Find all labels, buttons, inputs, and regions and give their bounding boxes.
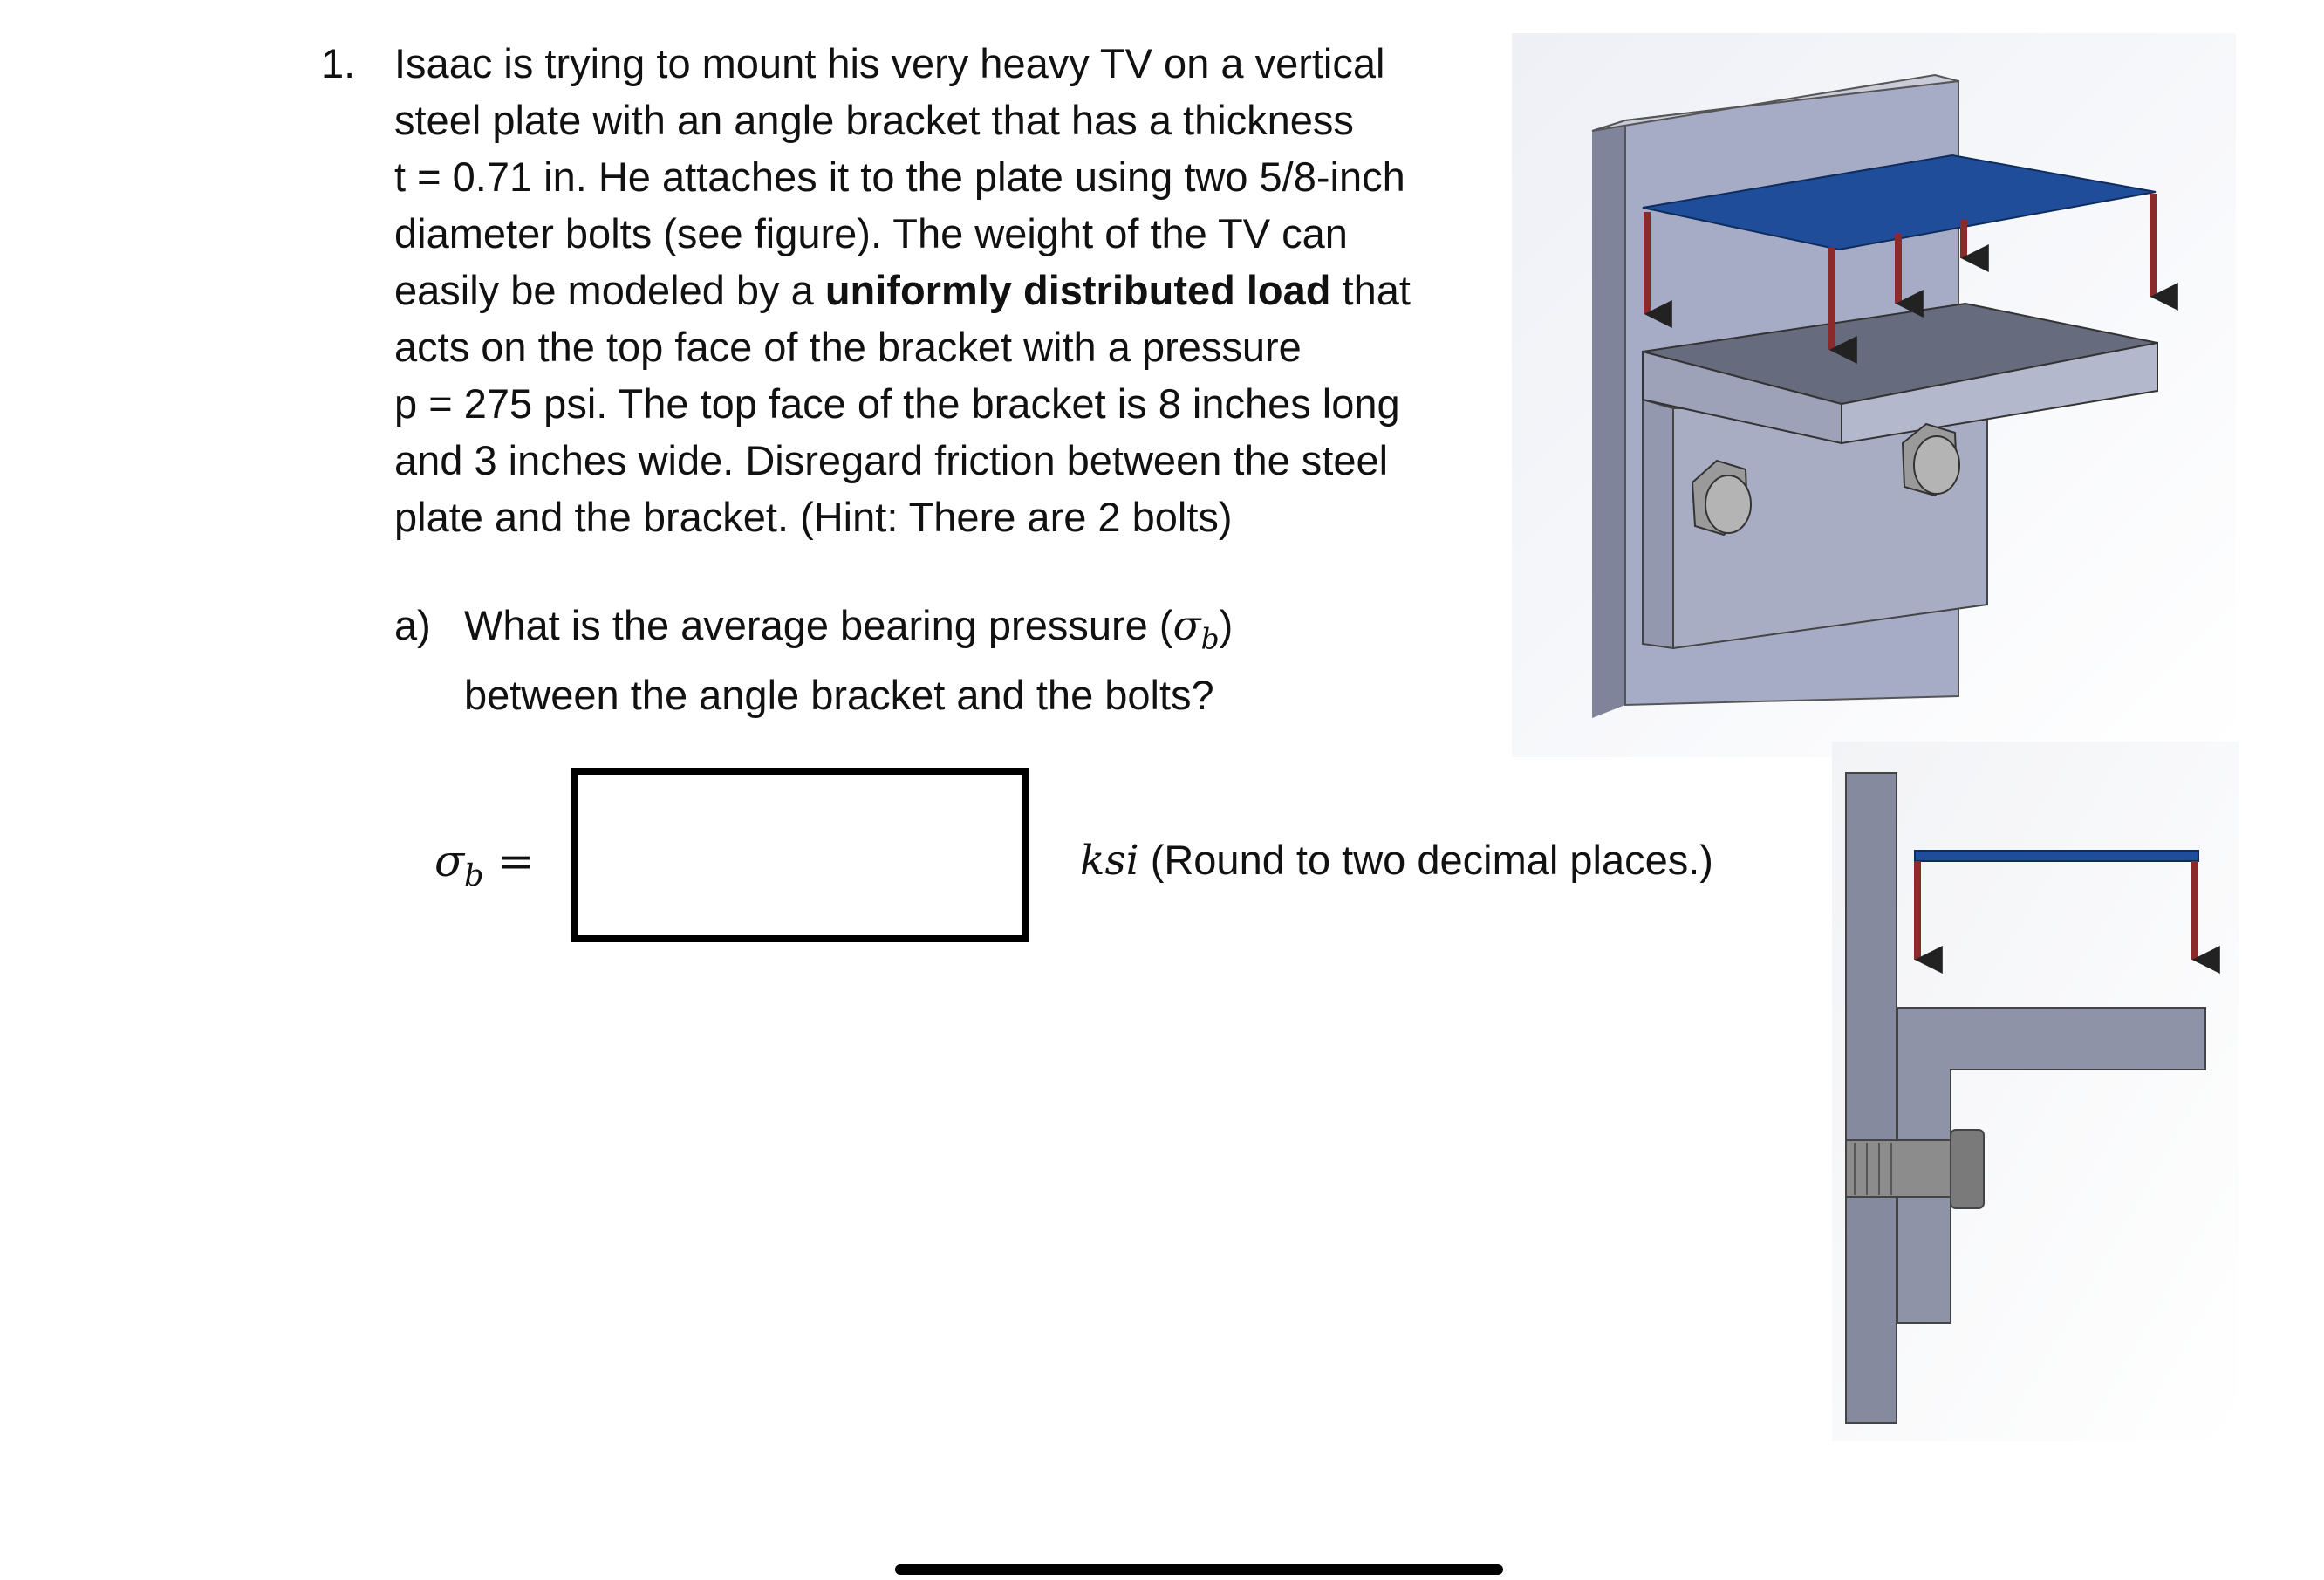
problem-line-7: p = 275 psi. The top face of the bracket is 8 inches long <box>394 380 1400 427</box>
part-a-line-2: between the angle bracket and the bolts? <box>464 672 1214 719</box>
sigma-subscript: b <box>1200 621 1220 656</box>
side-view-figure <box>1832 742 2239 1441</box>
answer-equals: = <box>483 836 535 886</box>
isometric-bracket-figure <box>1512 33 2236 757</box>
problem-line-5 <box>394 262 1494 318</box>
bracket-leg-side <box>1643 400 1673 648</box>
sigma-char: σ <box>1172 602 1201 650</box>
part-a-line-1 <box>464 597 1233 667</box>
part-a-line-1-post: ) <box>1219 602 1234 648</box>
home-indicator-bar[interactable] <box>895 1564 1503 1575</box>
problem-line-5-post: that <box>1330 267 1411 313</box>
sigma-b-symbol <box>1172 602 1220 656</box>
answer-sigma: σ <box>434 836 465 886</box>
side-bolt-head <box>1951 1130 1984 1208</box>
side-distributed-load <box>1915 851 2198 861</box>
rounding-note: (Round to two decimal places.) <box>1138 837 1713 883</box>
problem-line-6: acts on the top face of the bracket with a pressure <box>394 324 1302 370</box>
problem-number: 1. <box>321 40 356 86</box>
problem-line-1: Isaac is trying to mount his very heavy TV on a vertical <box>394 40 1385 86</box>
answer-label <box>434 836 534 893</box>
answer-input-box[interactable] <box>571 768 1029 942</box>
emphasis-uniform-load: uniformly distributed load <box>824 267 1331 313</box>
side-steel-plate <box>1846 773 1897 1423</box>
problem-line-9: plate and the bracket. (Hint: There are 2 bolts) <box>394 494 1233 540</box>
problem-line-3: t = 0.71 in. He attaches it to the plate using two 5/8-inch <box>394 154 1405 200</box>
answer-subscript: b <box>464 858 484 893</box>
answer-unit <box>1080 836 1713 885</box>
problem-line-4: diameter bolts (see figure). The weight of the TV can <box>394 210 1348 256</box>
problem-line-5-pre: easily be modeled by a <box>394 267 825 313</box>
part-a-line-1-pre: What is the average bearing pressure ( <box>464 602 1173 648</box>
unit-ksi: ksi <box>1080 837 1139 885</box>
problem-line-8: and 3 inches wide. Disregard friction between the steel <box>394 437 1389 483</box>
problem-line-2: steel plate with an angle bracket that has a thickness <box>394 97 1354 143</box>
side-bolt-shank <box>1846 1140 1951 1197</box>
part-a-letter: a) <box>394 602 431 648</box>
steel-plate-side <box>1592 120 1625 718</box>
